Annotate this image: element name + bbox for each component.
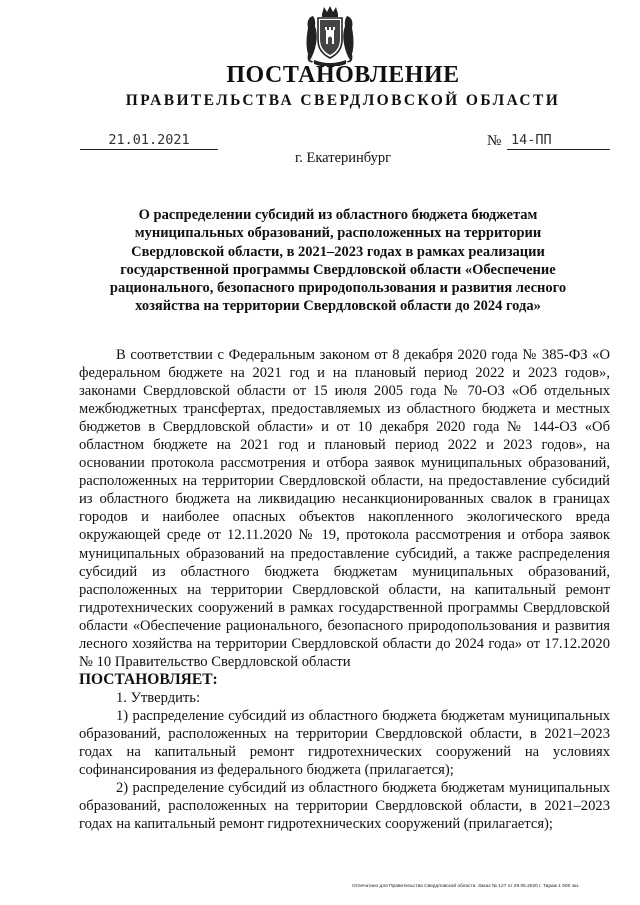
number-sign: № — [487, 133, 502, 149]
preamble-paragraph: В соответствии с Федеральным законом от 8 декабря 2020 года № 385-ФЗ «О федеральном бюджете на 2021 год и на плановый период 2022 и 2023 годов», законами Свердловской области от 15 июля 2005 года № 70-ОЗ «Об отдельных межбюджетных трансфертах, предоставляемых из областного бюджета и местных бюджетов в Свердловской области» и от 10 декабря 2020 года № 144-ОЗ «Об областном бюджете на 2021 год и плановый период 2022 и 2023 годов», на основании протокола рассмотрения и отбора заявок муниципальных образований, расположенных на территории Свердловской области, на предоставление субсидий из областного бюджета на ликвидацию несанкционированных свалок в границах городов и наиболее опасных объектов накопленного экологического вреда окружающей среде от 12.11.2020 № 19, протокола рассмотрения и отбора заявок муниципальных образований на предоставление субсидий, а также распределения субсидий из областного бюджета бюджетам муниципальных образований, расположенных на территории Свердловской области, на капитальный ремонт гидротехнических сооружений в рамках государственной программы Свердловской области «Обеспечение рационального, безопасного природопользования и развития лесного хозяйства на территории Свердловской области до 2024 года» от 17.12.2020 № 10 Правительство Свердловской области — [79, 347, 610, 670]
document-number: 14-ПП — [507, 132, 610, 150]
document-subtitle: ПРАВИТЕЛЬСТВА СВЕРДЛОВСКОЙ ОБЛАСТИ — [125, 92, 561, 109]
item-1: 1. Утвердить: — [116, 689, 201, 706]
document-city: г. Екатеринбург — [294, 150, 392, 166]
coat-of-arms-icon — [302, 4, 358, 66]
print-footer: Отпечатано для Правительства Свердловской области. Заказ № 127 от 29.05.2020 г. Тираж 1 500 экз. — [352, 884, 580, 889]
item-1-2: 2) распределение субсидий из областного бюджета бюджетам муниципальных образований, расположенных на территории Свердловской области, в 2021–2023 годах на капитальный ремонт гидротехнических сооружений (прилагается); — [79, 780, 610, 833]
document-date: 21.01.2021 — [80, 132, 218, 150]
document-heading: О распределении субсидий из областного бюджета бюджетам муниципальных образований, расположенных на территории Свердловской области, в 2021–2023 годах в рамках реализации государственной программы Свердловской области «Обеспечение рационального, безопасного природопользования и развития лесного хозяйства на территории Свердловской области до 2024 года» — [109, 207, 567, 315]
item-1-1: 1) распределение субсидий из областного бюджета бюджетам муниципальных образований, расположенных на территории Свердловской области, в 2021–2023 годах на капитальный ремонт гидротехнических сооружений на условиях софинансирования из федерального бюджета (прилагается); — [79, 707, 610, 779]
document-title: ПОСТАНОВЛЕНИЕ — [226, 62, 460, 88]
resolves-heading: ПОСТАНОВЛЯЕТ: — [79, 670, 218, 688]
document-body — [79, 346, 610, 833]
